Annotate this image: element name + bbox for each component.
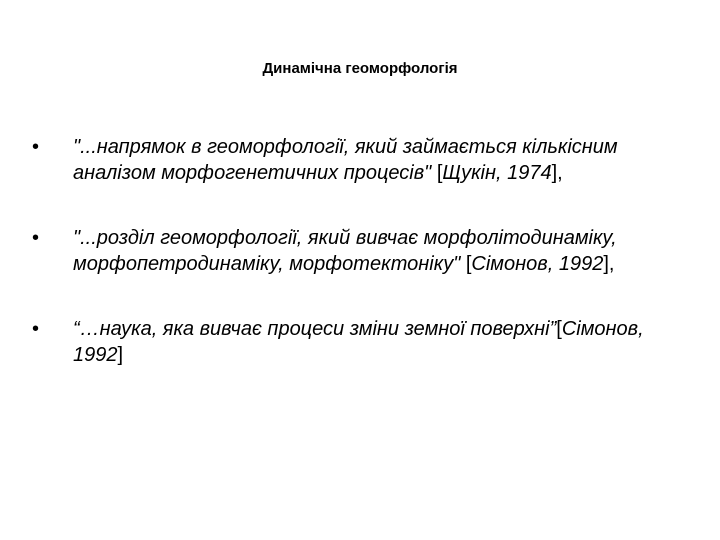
bullet-icon: •	[32, 136, 40, 158]
bullet-item	[32, 134, 692, 186]
slide-title: Динамічна геоморфологія	[262, 60, 458, 77]
bullet-icon: •	[32, 227, 40, 249]
bullet-list	[32, 134, 692, 368]
citation-open: [	[556, 318, 562, 340]
bullet-item	[32, 225, 692, 277]
citation-open: [	[436, 162, 443, 184]
citation-text: Сімонов, 1992	[73, 318, 644, 366]
citation-close: ],	[603, 253, 615, 275]
citation-text: Щукін, 1974	[442, 162, 552, 184]
bullet-item	[32, 316, 692, 368]
bullet-icon: •	[32, 318, 40, 340]
citation-text: Сімонов, 1992	[471, 253, 604, 275]
citation-close: ],	[551, 162, 563, 184]
bullet-quote: "...напрямок в геоморфології, який займається кількісним аналізом морфогенетичних процесів"	[73, 136, 618, 184]
bullet-quote: “…наука, яка вивчає процеси зміни земної поверхні”	[73, 318, 557, 340]
citation-close: ]	[117, 344, 124, 366]
citation-open: [	[465, 253, 472, 275]
bullet-quote: "...розділ геоморфології, який вивчає морфолітодинаміку, морфопетродинаміку, морфотектоніку"	[73, 227, 617, 275]
